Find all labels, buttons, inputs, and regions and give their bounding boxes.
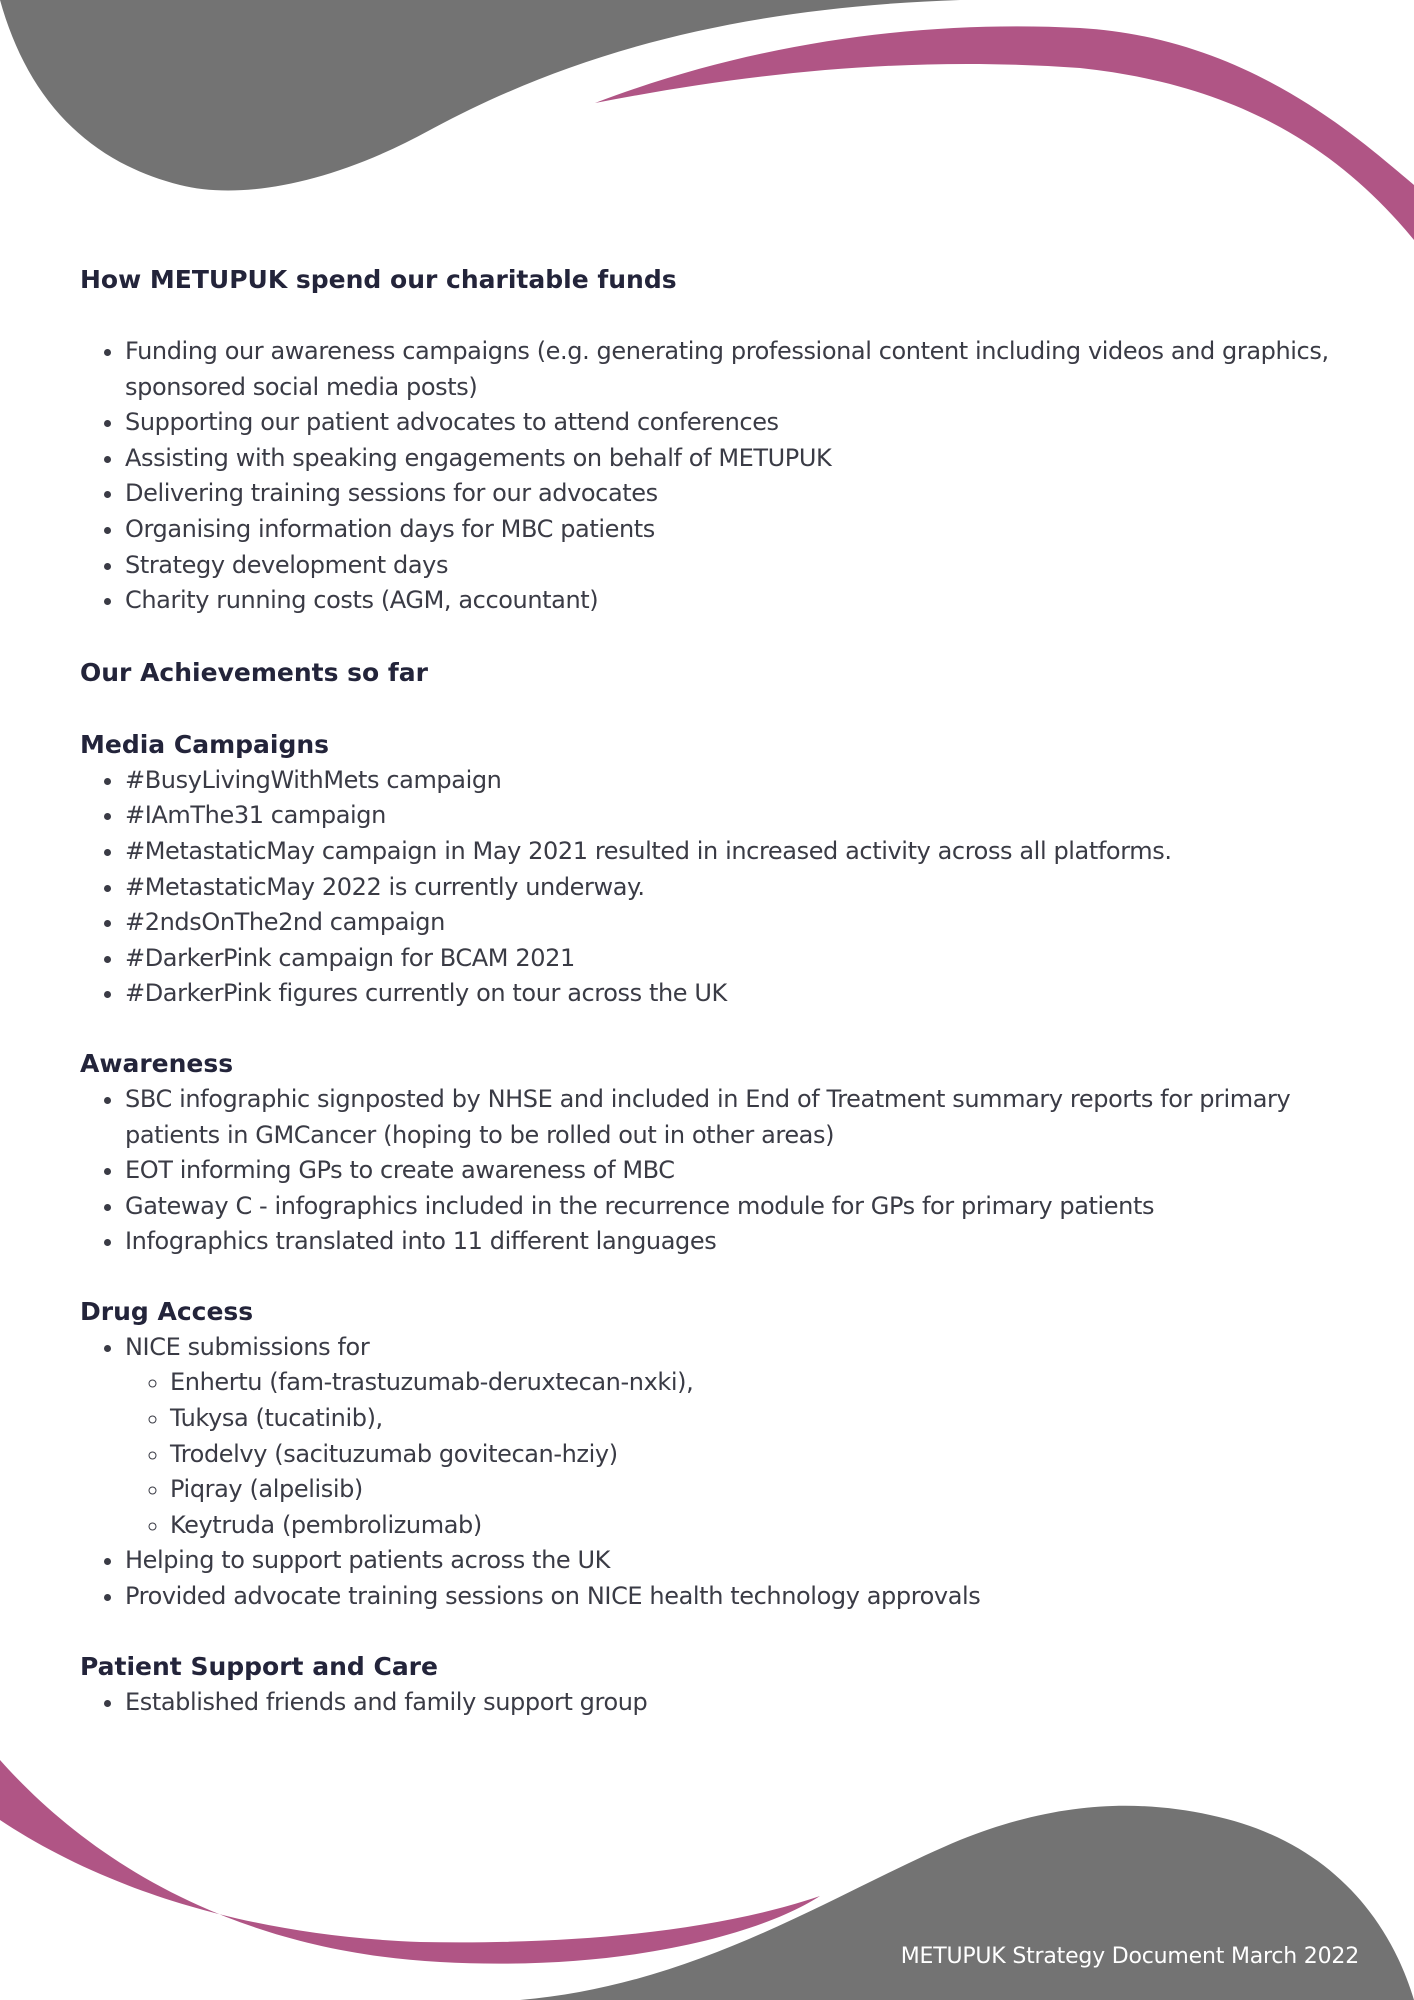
patient-support-list	[80, 1685, 1350, 1721]
list-item: • EOT informing GPs to create awareness of MBC	[125, 1153, 1350, 1189]
drug-access-heading: Drug Access	[80, 1296, 254, 1326]
list-item: • Infographics translated into 11 different languages	[125, 1224, 1350, 1260]
list-item: • Assisting with speaking engagements on behalf of METUPUK	[125, 441, 1350, 477]
list-item: • Gateway C - infographics included in the recurrence module for GPs for primary patients	[125, 1189, 1350, 1225]
sub-list-item: ◦ Trodelvy (sacituzumab govitecan-hziy)	[170, 1437, 1350, 1473]
list-item: • Charity running costs (AGM, accountant)	[125, 583, 1350, 619]
list-item: • Established friends and family support group	[125, 1685, 1350, 1721]
list-item: • Helping to support patients across the UK	[125, 1543, 1350, 1579]
list-item: • #2ndsOnThe2nd campaign	[125, 905, 1350, 941]
bottom-grey-wave	[520, 1806, 1414, 2000]
awareness-list	[80, 1082, 1350, 1260]
list-item: • #DarkerPink figures currently on tour across the UK	[125, 976, 1350, 1012]
list-item: • Strategy development days	[125, 548, 1350, 584]
list-item: • SBC infographic signposted by NHSE and included in End of Treatment summary reports for primary patients in GMCancer (hoping to be rolled out in other areas)	[125, 1082, 1350, 1153]
list-item: • #MetastaticMay campaign in May 2021 resulted in increased activity across all platforms.	[125, 834, 1350, 870]
nice-submissions-label: NICE submissions for	[125, 1332, 370, 1361]
funds-list	[80, 334, 1350, 619]
top-pink-swoosh	[595, 26, 1414, 240]
list-item: • #IAmThe31 campaign	[125, 798, 1350, 834]
patient-support-heading: Patient Support and Care	[80, 1651, 438, 1681]
list-item: • #DarkerPink campaign for BCAM 2021	[125, 941, 1350, 977]
list-item: • #BusyLivingWithMets campaign	[125, 763, 1350, 799]
list-item: • #MetastaticMay 2022 is currently underway.	[125, 870, 1350, 906]
drug-access-list	[80, 1330, 1350, 1615]
sub-list-item: ◦ Enhertu (fam-trastuzumab-deruxtecan-nxki),	[170, 1365, 1350, 1401]
list-item: • Funding our awareness campaigns (e.g. generating professional content including videos and graphics, sponsored social media posts)	[125, 334, 1350, 405]
media-campaigns-heading: Media Campaigns	[80, 729, 330, 759]
list-item: • Supporting our patient advocates to attend conferences	[125, 405, 1350, 441]
awareness-heading: Awareness	[80, 1048, 234, 1078]
achievements-heading: Our Achievements so far	[80, 657, 428, 687]
list-item: • Organising information days for MBC patients	[125, 512, 1350, 548]
footer-text: METUPUK Strategy Document March 2022	[900, 1944, 1359, 1969]
list-item: • Delivering training sessions for our advocates	[125, 476, 1350, 512]
list-item	[125, 1330, 1350, 1544]
bottom-pink-wave	[0, 1760, 820, 1964]
nice-submissions-list	[125, 1365, 1350, 1543]
sub-list-item: ◦ Piqray (alpelisib)	[170, 1472, 1350, 1508]
sub-list-item: ◦ Keytruda (pembrolizumab)	[170, 1508, 1350, 1544]
list-item: • Provided advocate training sessions on NICE health technology approvals	[125, 1579, 1350, 1615]
document-body	[80, 262, 1350, 1720]
top-grey-wave	[0, 0, 960, 190]
media-campaigns-list	[80, 763, 1350, 1012]
funds-heading: How METUPUK spend our charitable funds	[80, 265, 677, 294]
sub-list-item: ◦ Tukysa (tucatinib),	[170, 1401, 1350, 1437]
